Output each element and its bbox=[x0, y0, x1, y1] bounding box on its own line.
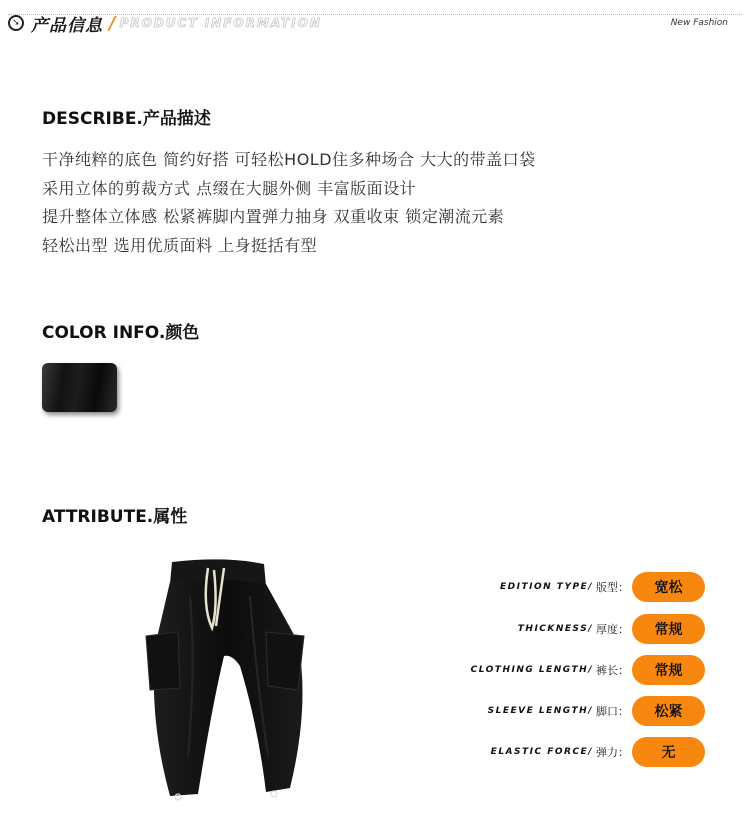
attribute-label-cn: 版型： bbox=[596, 581, 629, 594]
describe-heading: DESCRIBE.产品描述 bbox=[42, 109, 211, 129]
describe-line: 干净纯粹的底色 简约好搭 可轻松HOLD住多种场合 大大的带盖口袋 bbox=[42, 150, 536, 169]
attribute-value-badge: 无 bbox=[632, 737, 705, 767]
describe-line: 采用立体的剪裁方式 点缀在大腿外侧 丰富版面设计 bbox=[42, 178, 417, 198]
header-right-label: New Fashion bbox=[670, 18, 728, 28]
describe-line: 轻松出型 选用优质面料 上身挺括有型 bbox=[42, 235, 318, 255]
attribute-label-en: CLOTHING LENGTH/ bbox=[470, 665, 593, 675]
attribute-row-edition-type bbox=[380, 572, 710, 602]
circle-arrow-icon: ➘ bbox=[8, 15, 24, 31]
describe-line: 提升整体立体感 松紧裤脚内置弹力抽身 双重收束 锁定潮流元素 bbox=[42, 207, 505, 226]
attribute-label-en: EDITION TYPE/ bbox=[500, 582, 593, 592]
attribute-label-en: ELASTIC FORCE/ bbox=[490, 747, 593, 757]
color-heading: COLOR INFO.颜色 bbox=[42, 323, 200, 343]
attribute-value-badge: 松紧 bbox=[632, 696, 705, 726]
attribute-row-thickness bbox=[380, 614, 710, 644]
attribute-row-elastic-force bbox=[380, 737, 710, 767]
attribute-row-clothing-length bbox=[380, 655, 710, 685]
attribute-label-cn: 弹力： bbox=[596, 746, 629, 759]
attribute-label-en: THICKNESS/ bbox=[517, 624, 593, 634]
attribute-value-badge: 常规 bbox=[632, 655, 705, 685]
attribute-value-badge: 宽松 bbox=[632, 572, 705, 602]
attribute-label-cn: 脚口： bbox=[596, 705, 629, 718]
attribute-row-sleeve-length bbox=[380, 696, 710, 726]
header-slash: / bbox=[109, 12, 116, 34]
product-pants-image bbox=[140, 556, 310, 806]
header-title: 产品信息 bbox=[31, 15, 103, 36]
header-subtitle: PRODUCT INFORMATION bbox=[119, 16, 322, 30]
attribute-label-cn: 厚度： bbox=[596, 623, 629, 636]
attribute-value-badge: 常规 bbox=[632, 614, 705, 644]
describe-text bbox=[42, 146, 536, 260]
attribute-label-cn: 裤长： bbox=[596, 664, 629, 677]
section-header bbox=[8, 12, 322, 34]
attribute-heading: ATTRIBUTE.属性 bbox=[42, 507, 188, 527]
color-swatch-black[interactable] bbox=[42, 363, 117, 412]
attribute-label-en: SLEEVE LENGTH/ bbox=[487, 706, 593, 716]
